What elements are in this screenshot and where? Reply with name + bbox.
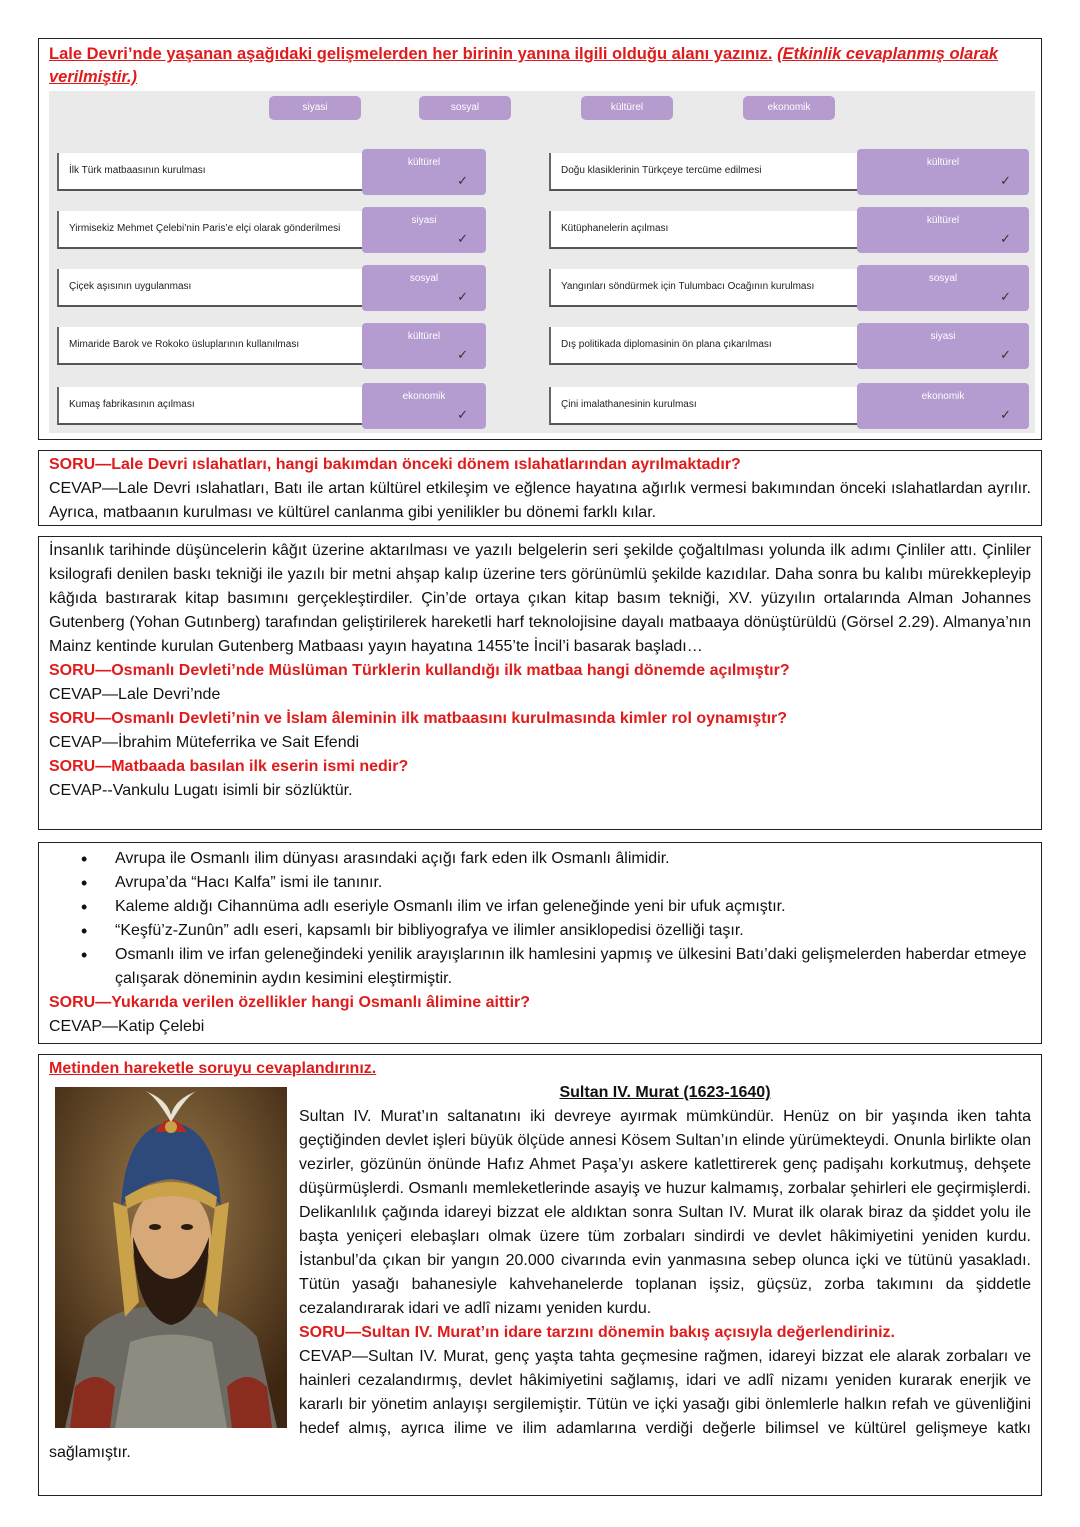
activity-item: Yirmisekiz Mehmet Çelebi’nin Paris’e elçi olarak gönderilmesi: [57, 211, 362, 249]
check-icon: ✓: [457, 289, 468, 304]
answer-chip: [362, 207, 486, 253]
portrait-illustration: [55, 1087, 287, 1428]
check-icon: ✓: [1000, 347, 1011, 362]
activity-heading: [49, 43, 1031, 89]
question: SORU—Lale Devri ıslahatları, hangi bakımdan önceki dönem ıslahatlarından ayrılmaktadır?: [49, 456, 741, 473]
instruction: Metinden hareketle soruyu cevaplandırınız.: [49, 1060, 377, 1077]
check-icon: ✓: [1000, 407, 1011, 422]
answer-label: siyasi: [411, 215, 437, 226]
activity-image: [49, 91, 1035, 433]
list-item: • “Keşfü’z-Zunûn” adlı eseri, kapsamlı bir bibliyografya ve ilimler ansiklopedisi özelliği taşır.: [49, 919, 1031, 943]
list-item: • Avrupa ile Osmanlı ilim dünyası arasındaki açığı fark eden ilk Osmanlı âlimidir.: [49, 847, 1031, 871]
feature-list: [49, 847, 1031, 991]
activity-heading-note: (Etkinlik cevaplanmış olarak verilmiştir.): [49, 45, 999, 86]
activity-item: Dış politikada diplomasinin ön plana çıkarılması: [549, 327, 857, 365]
activity-item: Çini imalathanesinin kurulması: [549, 387, 857, 425]
katip-celebi-box: [38, 842, 1042, 1044]
murat-paragraph: Sultan IV. Murat’ın saltanatını iki devreye ayırmak mümkündür. Henüz on bir yaşında iken tahta geçtiğinden devlet işleri büyük ölçüde annesi Kösem Sultan’ın elinde yürümekteydi. Onunla birlikte olan vezirler, gözünün önünde Hafız Ahmet Paşa’yı askere katlettirerek genç padişahı korkutmuş, dehşete düşürmüşlerdi. Osmanlı memleketlerinde asayiş ve huzur kalmamış, zorbalar şehirleri ele geçirmişlerdi. Delikanlılık çağında idareyi bizzat ele aldıktan sonra Sultan IV. Murat ilk olarak biraz da şiddet yolu ile başta yeniçeri elebaşları olmak üzere tüm zorbaları sindirdi ve devlet hâkimiyetini yeniden kurdu. İstanbul’da çıkan bir yangın 20.000 civarında evin yanmasına sebep olunca içki ve tütünü yasakladı. Tütün yasağı bahanesiyle kahvehanelerde toplanan işsiz, güçsüz, zorba takımını da şiddetle cezalandırarak idari ve adlî nizamı yeniden kurdu.: [299, 1108, 1031, 1317]
sultan-portrait-image: [55, 1087, 287, 1428]
printing-box: [38, 536, 1042, 830]
printing-paragraph: İnsanlık tarihinde düşüncelerin kâğıt üzerine aktarılması ve yazılı belgelerin seri şekilde çoğaltılması yolunda ilk adımı Çinliler attı. Çinliler ksilografi denilen baskı tekniği ile yazılı bir metni ahşap kalıp üzerine ters görünümlü şekilde kazıdılar. Daha sonra bu kalıbı mürekkepleyip kâğıda bastırarak kitap basımını gerçekleştirdiler. Çin’de ortaya çıkan kitap basım tekniği, XV. yüzyılın ortalarında Alman Johannes Gutenberg (Yohan Gutınberg) tarafından geliştirilerek hareketli harf teknolojisine dayalı matbaaya dönüştürüldü (Görsel 2.29). Almanya’nın Mainz kentinde kurulan Gutenberg Matbaası yayın hayatına 1455’te İncil’i basarak başladı…: [49, 542, 1031, 655]
answer: CEVAP—Lale Devri ıslahatları, Batı ile artan kültürel etkileşim ve eğlence hayatına ağırlık vermesi bakımından önceki ıslahatlardan ayrılır. Ayrıca, matbaanın kurulması ve kültürel canlanma gibi yenilikler bu dönemi farklı kılar.: [49, 480, 1031, 521]
activity-box: [38, 38, 1042, 440]
answer-label: kültürel: [926, 215, 960, 226]
answer-label: kültürel: [926, 157, 960, 168]
answer: CEVAP—Lale Devri’nde: [49, 686, 221, 703]
check-icon: ✓: [457, 347, 468, 362]
answer-chip: [362, 383, 486, 429]
question: SORU—Sultan IV. Murat’ın idare tarzını dönemin bakış açısıyla değerlendiriniz.: [299, 1324, 895, 1341]
answer-label: kültürel: [407, 331, 441, 342]
answer-chip: [857, 323, 1029, 369]
activity-item: Çiçek aşısının uygulanması: [57, 269, 362, 307]
answer: CEVAP—İbrahim Müteferrika ve Sait Efendi: [49, 734, 360, 751]
answer-label: sosyal: [409, 273, 439, 284]
activity-item: Kumaş fabrikasının açılması: [57, 387, 362, 425]
activity-item: Mimaride Barok ve Rokoko üsluplarının kullanılması: [57, 327, 362, 365]
check-icon: ✓: [457, 173, 468, 188]
answer-label: ekonomik: [402, 391, 446, 402]
answer-label: sosyal: [928, 273, 958, 284]
answer-chip: [362, 323, 486, 369]
answer-label: siyasi: [930, 331, 956, 342]
list-item: • Osmanlı ilim ve irfan geleneğindeki yenilik arayışlarının ilk hamlesini yapmış ve ülkesini Batı’daki gelişmelerden haberdar etmeye çalışarak döneminin aydın kesimini eleştirmiştir.: [49, 943, 1031, 991]
answer-chip: [857, 265, 1029, 311]
activity-item: Yangınları söndürmek için Tulumbacı Ocağının kurulması: [549, 269, 857, 307]
check-icon: ✓: [457, 231, 468, 246]
question: SORU—Matbaada basılan ilk eserin ismi nedir?: [49, 758, 409, 775]
category-chip: ekonomik: [743, 96, 835, 120]
check-icon: ✓: [1000, 173, 1011, 188]
section-title: Sultan IV. Murat (1623-1640): [559, 1084, 771, 1101]
check-icon: ✓: [457, 407, 468, 422]
activity-item: İlk Türk matbaasının kurulması: [57, 153, 362, 191]
answer-chip: [362, 265, 486, 311]
activity-heading-main: Lale Devri’nde yaşanan aşağıdaki gelişmelerden her birinin yanına ilgili olduğu alanı yazınız.: [49, 45, 773, 63]
answer: CEVAP—Katip Çelebi: [49, 1018, 205, 1035]
answer-chip: [857, 149, 1029, 195]
answer: CEVAP—Sultan IV. Murat, genç yaşta tahta geçmesine rağmen, idareyi bizzat ele alarak zorbaları ve hainleri cezalandırmış, devlet hâkimiyetini sağlamış, idari ve adlî nizamı yeniden kurarak enerjik ve kararlı bir yönetim anlayışı sergilemiştir. Tütün ve içki yasağı gibi önlemlerle halkın refah ve güvenliğini hedef almış, ayrıca ilime ve ilim adamlarına verdiği değerle bilimsel ve kültürel gelişmeye katkı sağlamıştır.: [49, 1348, 1031, 1461]
question: SORU—Osmanlı Devleti’nde Müslüman Türklerin kullandığı ilk matbaa hangi dönemde açılmıştır?: [49, 662, 790, 679]
answer-chip: [857, 207, 1029, 253]
answer: CEVAP--Vankulu Lugatı isimli bir sözlüktür.: [49, 782, 353, 799]
murat-iv-box: [38, 1054, 1042, 1496]
list-item: • Avrupa’da “Hacı Kalfa” ismi ile tanınır.: [49, 871, 1031, 895]
activity-item: Doğu klasiklerinin Türkçeye tercüme edilmesi: [549, 153, 857, 191]
category-chip: sosyal: [419, 96, 511, 120]
check-icon: ✓: [1000, 231, 1011, 246]
answer-label: ekonomik: [921, 391, 965, 402]
question: SORU—Yukarıda verilen özellikler hangi Osmanlı âlimine aittir?: [49, 994, 531, 1011]
category-chip: siyasi: [269, 96, 361, 120]
list-item: • Kaleme aldığı Cihannüma adlı eseriyle Osmanlı ilim ve irfan geleneğinde yeni bir ufuk açmıştır.: [49, 895, 1031, 919]
answer-chip: [362, 149, 486, 195]
question: SORU—Osmanlı Devleti’nin ve İslam âleminin ilk matbaasını kurulmasında kimler rol oynamıştır?: [49, 710, 788, 727]
answer-label: kültürel: [407, 157, 441, 168]
lale-reforms-box: [38, 450, 1042, 526]
check-icon: ✓: [1000, 289, 1011, 304]
category-chip: kültürel: [581, 96, 673, 120]
answer-chip: [857, 383, 1029, 429]
activity-item: Kütüphanelerin açılması: [549, 211, 857, 249]
